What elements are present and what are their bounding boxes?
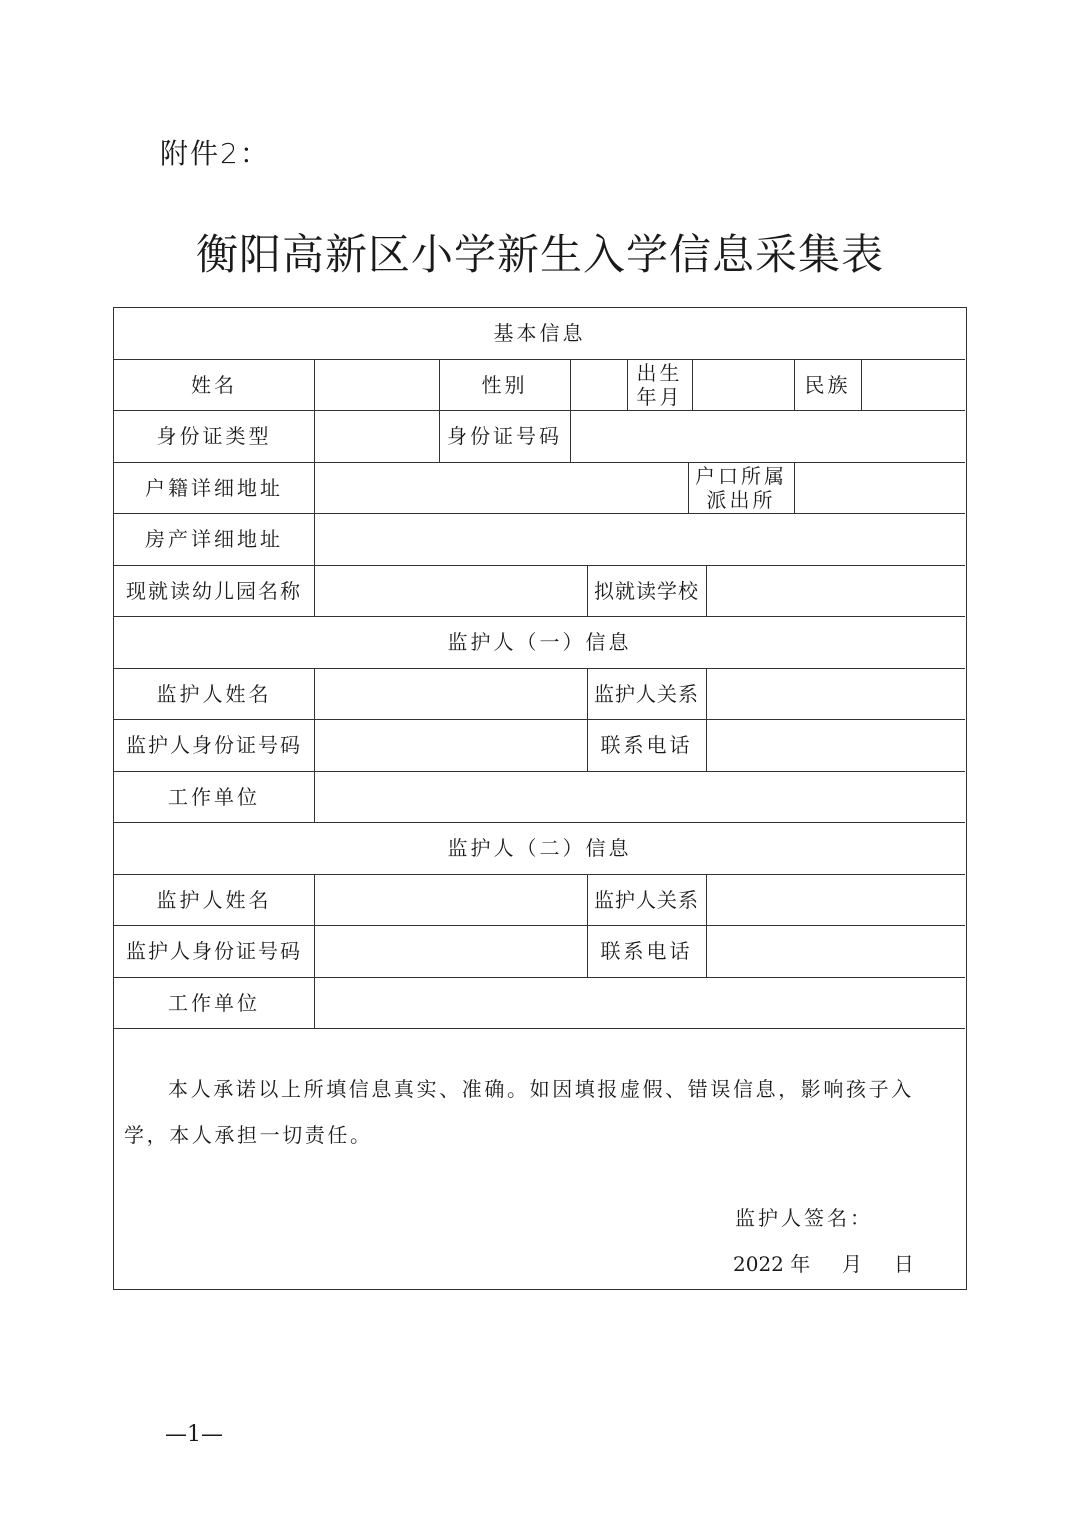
guardian1-row-id xyxy=(114,720,965,772)
guardian1-relation-label: 监护人关系 xyxy=(594,681,699,706)
household-address-label: 户籍详细地址 xyxy=(145,475,283,500)
intended-school-label: 拟就读学校 xyxy=(594,578,699,603)
pledge-section xyxy=(114,1028,965,1290)
section-guardian1-header: 监护人（一）信息 xyxy=(447,630,632,655)
property-address-label: 房产详细地址 xyxy=(145,527,283,552)
guardian2-relation-label: 监护人关系 xyxy=(594,887,699,912)
pledge-text: 本人承诺以上所填信息真实、准确。如因填报虚假、错误信息，影响孩子入学，本人承担一切责任。 xyxy=(124,1077,914,1147)
name-field[interactable] xyxy=(314,360,439,411)
id-type-label: 身份证类型 xyxy=(156,424,272,449)
guardian1-employer-field[interactable] xyxy=(314,772,965,823)
basic-row-id xyxy=(114,411,965,463)
gender-label: 性别 xyxy=(481,372,528,397)
guardian1-id-field[interactable] xyxy=(314,720,587,771)
section-guardian2-row xyxy=(114,823,965,875)
birth-label-line2: 年月 xyxy=(636,384,683,409)
basic-row-name xyxy=(114,360,965,412)
intended-school-field[interactable] xyxy=(706,566,965,617)
section-guardian1-row xyxy=(114,617,965,669)
property-address-field[interactable] xyxy=(314,514,965,565)
gender-field[interactable] xyxy=(570,360,627,411)
guardian2-row-employer xyxy=(114,978,965,1030)
birth-label-line1: 出生 xyxy=(636,360,683,385)
attachment-label: 附件2： xyxy=(160,137,270,170)
guardian2-id-field[interactable] xyxy=(314,926,587,977)
birth-field[interactable] xyxy=(692,360,794,411)
guardian2-employer-field[interactable] xyxy=(314,978,965,1029)
guardian1-name-field[interactable] xyxy=(314,669,587,720)
id-number-field[interactable] xyxy=(570,411,965,462)
household-address-field[interactable] xyxy=(314,463,688,514)
guardian2-row-id xyxy=(114,926,965,978)
guardian2-row-name xyxy=(114,875,965,927)
guardian2-phone-label: 联系电话 xyxy=(600,939,693,964)
police-station-line2: 派出所 xyxy=(706,487,776,512)
guardian2-employer-label: 工作单位 xyxy=(168,990,260,1015)
name-label: 姓名 xyxy=(191,372,237,397)
ethnicity-label: 民族 xyxy=(804,372,851,397)
police-station-label xyxy=(688,463,794,514)
id-number-label: 身份证号码 xyxy=(447,424,562,449)
kindergarten-label: 现就读幼儿园名称 xyxy=(126,578,302,603)
guardian2-phone-field[interactable] xyxy=(706,926,965,977)
guardian-signature-label[interactable]: 监护人签名： xyxy=(735,1206,873,1230)
ethnicity-field[interactable] xyxy=(861,360,965,411)
basic-row-property xyxy=(114,514,965,566)
basic-row-household xyxy=(114,463,965,515)
guardian1-id-label: 监护人身份证号码 xyxy=(126,733,302,758)
kindergarten-field[interactable] xyxy=(314,566,587,617)
guardian1-name-label: 监护人姓名 xyxy=(156,681,272,706)
page-title: 衡阳高新区小学新生入学信息采集表 xyxy=(195,230,884,279)
guardian1-row-name xyxy=(114,669,965,721)
guardian1-relation-field[interactable] xyxy=(706,669,965,720)
guardian2-name-label: 监护人姓名 xyxy=(156,887,272,912)
guardian1-phone-field[interactable] xyxy=(706,720,965,771)
police-station-field[interactable] xyxy=(794,463,965,514)
section-basic-row xyxy=(114,308,965,360)
guardian1-row-employer xyxy=(114,772,965,824)
info-form xyxy=(113,307,967,1290)
police-station-line1: 户口所属 xyxy=(695,463,787,488)
id-type-field[interactable] xyxy=(314,411,439,462)
page-number: —1— xyxy=(165,1422,223,1447)
guardian1-phone-label: 联系电话 xyxy=(600,733,693,758)
birth-label xyxy=(627,360,692,411)
signature-date[interactable]: 2022 年 月 日 xyxy=(733,1252,914,1276)
section-guardian2-header: 监护人（二）信息 xyxy=(447,836,632,861)
guardian1-employer-label: 工作单位 xyxy=(168,784,260,809)
guardian2-id-label: 监护人身份证号码 xyxy=(126,939,302,964)
basic-row-school xyxy=(114,566,965,618)
guardian2-name-field[interactable] xyxy=(314,875,587,926)
guardian2-relation-field[interactable] xyxy=(706,875,965,926)
section-basic-header: 基本信息 xyxy=(493,321,586,346)
